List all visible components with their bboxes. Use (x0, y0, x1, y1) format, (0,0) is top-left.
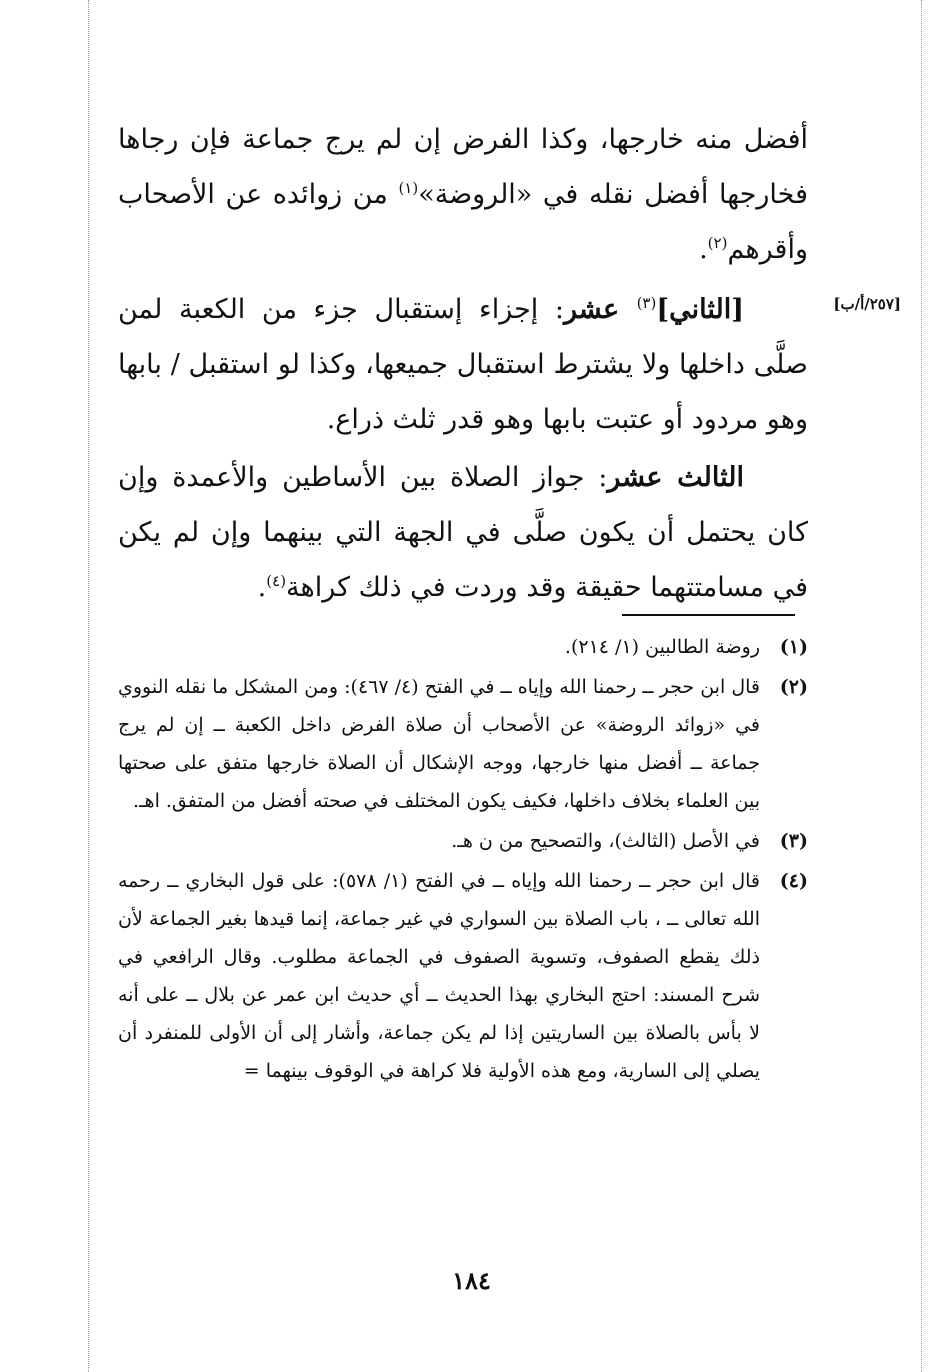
paragraph-1-text-b: من زوائده عن الأصحاب وأقرهم (118, 179, 808, 265)
footnote-1 (118, 628, 808, 666)
paragraph-1 (118, 112, 808, 277)
footnote-ref-3[interactable]: (٣) (636, 294, 657, 312)
footnote-number: (٣) (779, 830, 808, 852)
footnote-ref-2[interactable]: (٢) (707, 234, 728, 252)
paragraph-2 (118, 282, 808, 447)
footnote-separator (622, 614, 795, 616)
left-edge-dotted-line (88, 0, 89, 1372)
footnote-3 (118, 822, 808, 860)
footnote-number: (٤) (779, 870, 808, 892)
footnote-text: قال ابن حجر ــ رحمنا الله وإياه ــ في الفتح (٤/ ٤٦٧): ومن المشكل ما نقله النووي في «زوائد الروضة» عن الأصحاب أن صلاة الفرض داخل الكعبة ــ إن لم يرج جماعة ــ أفضل منها خارجها، ووجه الإشكال أن الصلاة خارجها متفق على صحتها بين العلماء بخلاف داخلها، فكيف يكون المختلف في صحته أفضل من المتفق. اهـ. (118, 676, 761, 812)
footnote-ref-1[interactable]: (١) (398, 179, 419, 197)
footnote-text: في الأصل (الثالث)، والتصحيح من ن هـ. (451, 830, 760, 852)
page-number: ١٨٤ (452, 1266, 491, 1295)
paragraph-1-text-c: . (699, 234, 708, 265)
paragraph-2-heading-b: عشر (564, 294, 637, 325)
footnote-text: روضة الطالبين (١/ ٢١٤). (564, 636, 760, 658)
paragraph-3-text: : جواز الصلاة بين الأساطين والأعمدة وإن كان يحتمل أن يكون صلَّى في الجهة التي بينهما وإن لم يكن في مسامتتهما حقيقة وقد وردت في ذلك كراهة (118, 462, 808, 603)
footnote-number: (٢) (779, 676, 808, 698)
paragraph-1-text-a: أفضل منه خارجها، وكذا الفرض إن لم يرج جماعة فإن رجاها فخارجها أفضل نقله في «الروضة» (118, 124, 808, 210)
right-edge-dotted-line (921, 0, 922, 1372)
footnote-2 (118, 668, 808, 820)
footnote-text: قال ابن حجر ــ رحمنا الله وإياه ــ في الفتح (١/ ٥٧٨): على قول البخاري ــ رحمه الله تعالى ــ ، باب الصلاة بين السواري في غير جماعة، إنما قيدها بغير الجماعة لأن ذلك يقطع الصفوف، وتسوية الصفوف في الجماعة مطلوب. وقال الرافعي في شرح المسند: احتج البخاري بهذا الحديث ــ أي حديث ابن عمر عن بلال ــ على أنه لا بأس بالصلاة بين الساريتين إذا لم يكن جماعة، وأشار إلى أن الأولى للمنفرد أن يصلي إلى السارية، ومع هذه الأولية فلا كراهة في الوقوف بينهما = (118, 870, 760, 1082)
paragraph-3-heading: الثالث عشر (607, 462, 744, 493)
footnotes-section (118, 628, 808, 1092)
paragraph-3-end: . (257, 572, 267, 603)
paragraph-2-text: : إجزاء إستقبال جزء من الكعبة لمن صلَّى داخلها ولا يشترط استقبال جميعها، وكذا لو استقبل / بابها وهو مردود أو عتبت بابها وهو قدر ثلث ذراع. (118, 294, 808, 435)
footnote-ref-4[interactable]: (٤) (266, 572, 287, 590)
footnote-number: (١) (779, 636, 808, 658)
paragraph-2-heading: [الثاني] (656, 294, 745, 325)
paragraph-3 (118, 450, 808, 615)
manuscript-folio-marker: [٢٥٧/أ/ب] (833, 295, 901, 313)
footnote-4 (118, 862, 808, 1090)
